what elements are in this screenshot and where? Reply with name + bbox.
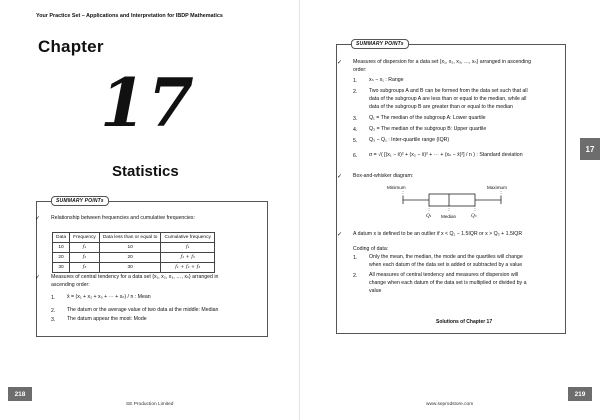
boxplot-point: Box-and-whisker diagram:	[353, 173, 414, 179]
footer: SE Production Limited	[126, 402, 174, 407]
subgroup-item-cont: data of the subgroup B are greater than or equal to the median	[369, 104, 513, 110]
lower-quartile-item: Q₁ = The median of the subgroup A: Lower quartile	[369, 115, 486, 121]
page-number: 219	[568, 387, 592, 401]
coding-item: Only the mean, the median, the mode and the quartiles will change	[369, 254, 523, 260]
item-number: 4.	[353, 127, 358, 133]
table-row	[53, 253, 215, 263]
range-item: xₙ − x₁ : Range	[369, 77, 404, 83]
check-icon: ✓	[337, 174, 343, 180]
summary-tag: SUMMARY POINTs	[51, 196, 109, 206]
table-cell: 10	[99, 243, 161, 253]
chapter-title: Statistics	[112, 163, 179, 180]
table-row	[53, 263, 215, 273]
table-cell: 30	[53, 263, 70, 273]
table-cell: f₁ + f₂ + f₃	[161, 263, 214, 273]
iqr-item: Q₃ − Q₁ : Inter-quartile range (IQR)	[369, 137, 450, 143]
table-cell: f₂	[70, 253, 100, 263]
table-row	[53, 243, 215, 253]
box	[429, 194, 475, 206]
item-number: 2.	[353, 89, 358, 95]
table-header: Cumulative frequency	[161, 233, 214, 243]
dispersion-point: Measures of dispersion for a data set {x₁, x₂, x₃, …, xₙ} arranged in ascending	[353, 59, 532, 65]
item-number: 1.	[51, 295, 56, 301]
summary-tag: SUMMARY POINTs	[351, 39, 409, 49]
coding-item-cont: value	[369, 288, 382, 294]
item-number: 1.	[353, 78, 358, 84]
std-dev-item: σ = √( [(x₁ − x̄)² + (x₂ − x̄)² + ⋯ + (xₙ − x̄)²] / n ) : Standard deviation	[369, 152, 523, 158]
upper-quartile-item: Q₃ = The median of the subgroup B: Upper quartile	[369, 126, 487, 132]
boxplot-q3-label: Q₃	[471, 214, 477, 219]
chapter-word: Chapter	[38, 37, 104, 56]
table-cell: 30	[99, 263, 161, 273]
summary-box-right	[336, 41, 566, 334]
table-header: Data less than or equal to	[99, 233, 161, 243]
coding-title: Coding of data:	[353, 246, 389, 252]
check-icon: ✓	[337, 232, 343, 238]
item-number: 1.	[353, 255, 358, 261]
item-number: 2.	[51, 308, 56, 314]
table-cell: f₁	[161, 243, 214, 253]
frequency-table	[52, 232, 215, 273]
summary-box-left	[35, 198, 268, 337]
median-item: The datum or the average value of two data at the middle: Median	[67, 307, 219, 313]
mode-item: The datum appear the most: Mode	[67, 316, 147, 322]
item-number: 6.	[353, 153, 358, 159]
boxplot-max-label: Maximum	[487, 185, 507, 190]
table-cell: 10	[53, 243, 70, 253]
qr-caption[interactable]: Solutions of Chapter 17	[436, 319, 493, 325]
check-icon: ✓	[35, 275, 41, 281]
outlier-point: A datum x is defined to be an outlier if x < Q₁ − 1.5IQR or x > Q₃ + 1.5IQR	[353, 231, 523, 237]
relationship-point: Relationship between frequencies and cumulative frequencies:	[51, 215, 195, 221]
item-number: 5.	[353, 138, 358, 144]
table-header-row	[53, 233, 215, 243]
item-number: 3.	[353, 116, 358, 122]
table-cell: 20	[53, 253, 70, 263]
table-header: Frequency	[70, 233, 100, 243]
table-cell: f₁ + f₂	[161, 253, 214, 263]
subgroup-item-cont: data of the subgroup A are less than or equal to the median, while all	[369, 96, 527, 102]
running-head: Your Practice Set – Applications and Interpretation for IBDP Mathematics	[36, 13, 223, 19]
chapter-side-tab: 17	[580, 138, 600, 160]
table-cell: f₁	[70, 243, 100, 253]
coding-item-cont: when each datum of the data set is added or subtracted by a value	[369, 262, 523, 268]
coding-item: All measures of central tendency and measures of dispersion will	[369, 272, 519, 278]
boxplot-median-label: Median	[441, 214, 457, 219]
dispersion-point-cont: order:	[353, 67, 367, 73]
item-number: 2.	[353, 273, 358, 279]
boxplot-min-label: Minimum	[387, 185, 406, 190]
coding-item-cont: change when each datum of the data set is multiplied or divided by a	[369, 280, 527, 286]
item-number: 3.	[51, 317, 56, 323]
page-number: 218	[8, 387, 32, 401]
chapter-number: 17	[100, 64, 196, 142]
footer: www.seprodstore.com	[426, 402, 474, 407]
subgroup-item: Two subgroups A and B can be formed from the data set such that all	[369, 88, 528, 94]
boxplot-q1-label: Q₁	[426, 214, 432, 219]
table-header: Data	[53, 233, 70, 243]
central-tendency-point: Measures of central tendency for a data set {x₁, x₂, x₃, …, xₙ} arranged in	[51, 274, 219, 280]
mean-item: x̄ = (x₁ + x₂ + x₃ + ⋯ + xₙ) / n : Mean	[67, 294, 151, 300]
central-tendency-point-cont: ascending order:	[51, 282, 90, 288]
right-page	[300, 0, 600, 420]
table-cell: f₃	[70, 263, 100, 273]
check-icon: ✓	[35, 216, 41, 222]
check-icon: ✓	[337, 60, 343, 66]
table-cell: 20	[99, 253, 161, 263]
